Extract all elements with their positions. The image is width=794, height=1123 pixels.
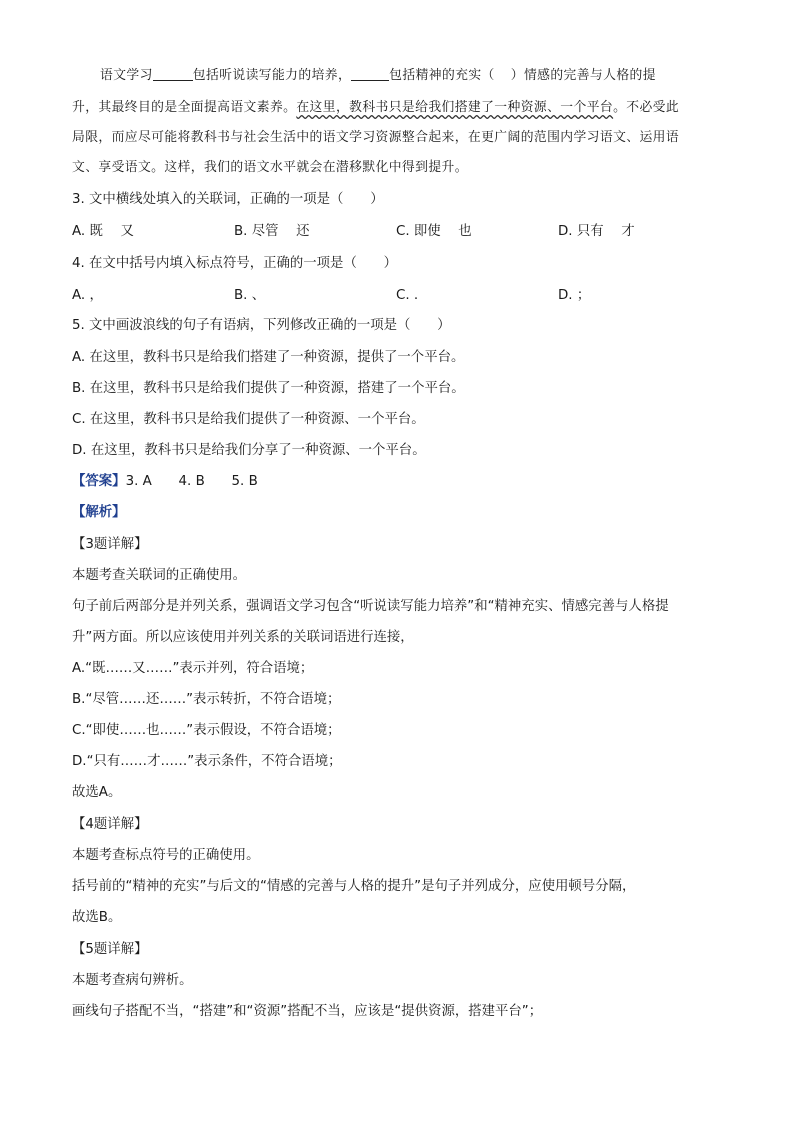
passage-text: 包括听说读写能力的培养，: [192, 68, 352, 83]
detail-3-line: 句子前后两部分是并列关系，强调语文学习包含“听说读写能力培养”和“精神充实、情感完善与人格提: [72, 599, 669, 614]
analysis-label: 【解析】: [72, 505, 126, 520]
answer-label: 【答案】: [72, 474, 126, 489]
q3-option-b: B. 尽管 还: [234, 224, 310, 239]
answer-text: 3. A 4. B 5. B: [125, 474, 258, 489]
detail-3-line: B.“尽管……还……”表示转折，不符合语境；: [72, 692, 341, 707]
question-4-stem: 4. 在文中括号内填入标点符号，正确的一项是（ ）: [72, 256, 398, 271]
q4-option-a: A. ，: [72, 288, 103, 303]
q5-option-d: D. 在这里，教科书只是给我们分享了一种资源、一个平台。: [72, 443, 426, 458]
passage-text: 。不必受此: [613, 100, 680, 115]
detail-5-line: 本题考查病句辨析。: [72, 973, 193, 988]
passage-text: 升，其最终目的是全面提高语文素养。: [72, 100, 297, 115]
detail-4-line: 本题考查标点符号的正确使用。: [72, 848, 260, 863]
wavy-underlined-sentence: 在这里，教科书只是给我们搭建了一种资源、一个平台: [296, 100, 614, 115]
detail-4-line: 括号前的“精神的充实”与后文的“情感的完善与人格的提升”是句子并列成分，应使用顿号分隔，: [72, 879, 636, 894]
passage-line-1: [100, 66, 722, 86]
detail-3-line: 升”两方面。所以应该使用并列关系的关联词语进行连接，: [72, 630, 414, 645]
analysis-line: [72, 503, 722, 523]
detail-3-line: A.“既……又……”表示并列，符合语境；: [72, 661, 314, 676]
q4-option-d: D. ；: [558, 288, 591, 303]
detail-5-line: 画线句子搭配不当，“搭建”和“资源”搭配不当，应该是“提供资源，搭建平台”；: [72, 1004, 543, 1019]
passage-text: 局限，而应尽可能将教科书与社会生活中的语文学习资源整合起来，在更广阔的范围内学习语文、运用语: [72, 130, 680, 145]
passage-text: 语文学习: [100, 68, 153, 83]
q5-option-a: A. 在这里，教科书只是给我们搭建了一种资源，提供了一个平台。: [72, 350, 465, 365]
q4-option-b: B. 、: [234, 288, 266, 303]
passage-line-3: [72, 128, 722, 148]
q3-option-d: D. 只有 才: [558, 224, 635, 239]
detail-3-line: D.“只有……才……”表示条件，不符合语境；: [72, 754, 342, 769]
detail-3-heading: 【3题详解】: [72, 537, 148, 552]
passage-line-4: [72, 158, 722, 178]
answer-line: [72, 472, 722, 492]
question-3-stem: 3. 文中横线处填入的关联词，正确的一项是（ ）: [72, 192, 384, 207]
passage-text: ）情感的完善与人格的提: [510, 68, 656, 83]
fill-blank-2: [351, 66, 389, 81]
question-5-stem: 5. 文中画波浪线的句子有语病，下列修改正确的一项是（ ）: [72, 318, 451, 333]
detail-3-line: 故选A。: [72, 785, 122, 800]
q3-option-a: A. 既 又: [72, 224, 134, 239]
detail-3-line: 本题考查关联词的正确使用。: [72, 568, 247, 583]
passage-text: 文、享受语文。这样，我们的语文水平就会在潜移默化中得到提升。: [72, 160, 468, 175]
detail-4-line: 故选B。: [72, 910, 122, 925]
q4-option-c: C. .: [396, 288, 419, 303]
passage-text: 包括精神的充实（: [389, 68, 495, 83]
q5-option-c: C. 在这里，教科书只是给我们提供了一种资源、一个平台。: [72, 412, 425, 427]
detail-4-heading: 【4题详解】: [72, 817, 148, 832]
q5-option-b: B. 在这里，教科书只是给我们提供了一种资源，搭建了一个平台。: [72, 381, 465, 396]
q3-option-c: C. 即使 也: [396, 224, 472, 239]
fill-blank-1: [153, 66, 193, 81]
detail-3-line: C.“即使……也……”表示假设，不符合语境；: [72, 723, 341, 738]
passage-line-2: [72, 98, 722, 118]
detail-5-heading: 【5题详解】: [72, 942, 148, 957]
